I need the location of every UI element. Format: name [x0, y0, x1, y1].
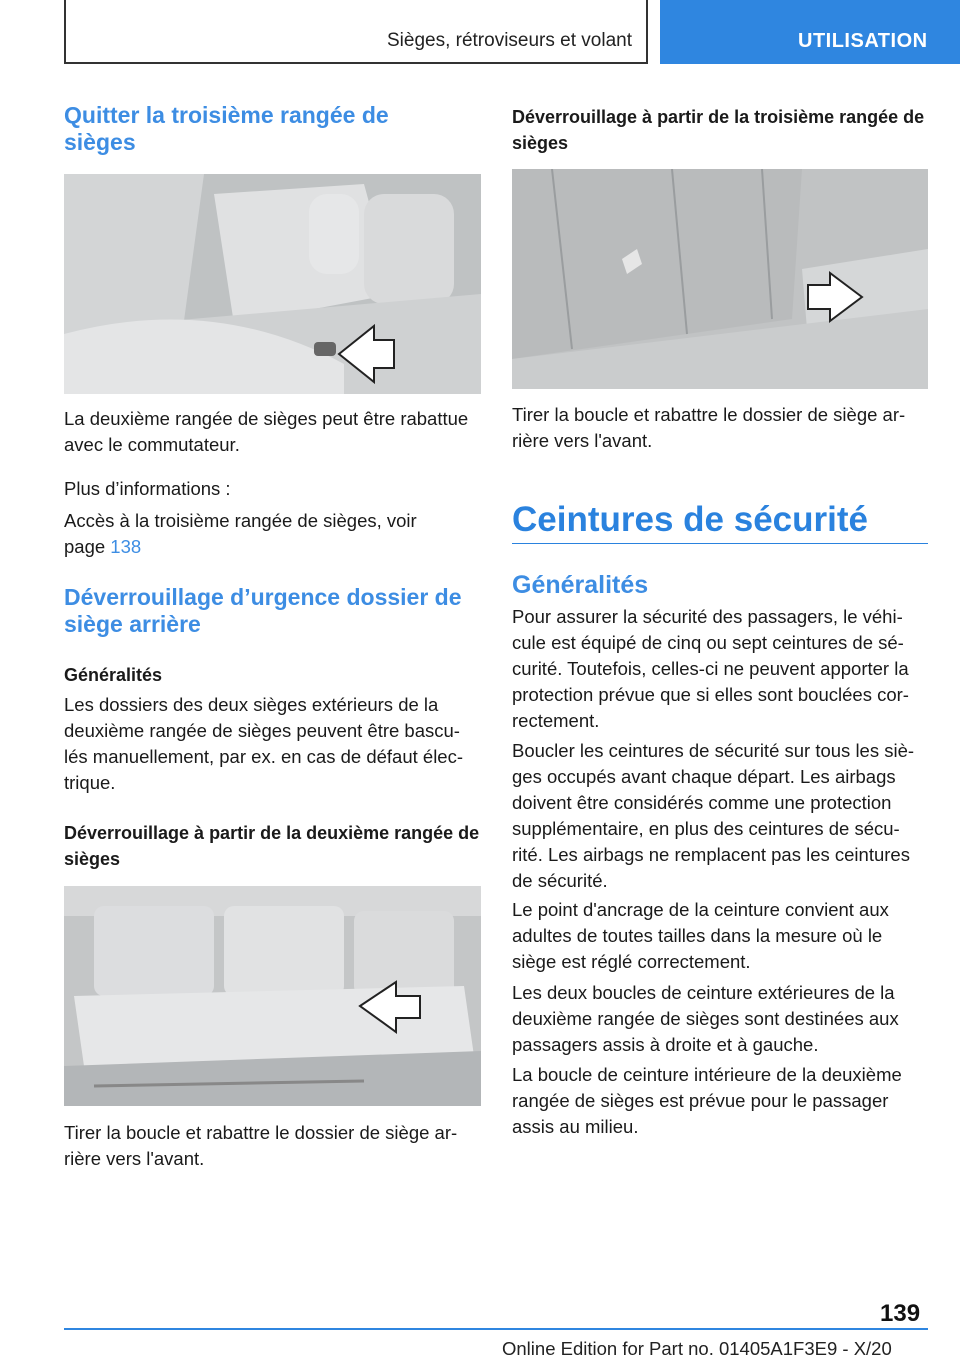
paragraph-1: Pour assurer la sécurité des passagers, le véhi-cule est équipé de cinq ou sept ceintures de sé-curité. Toutefois, celles-ci ne peuvent apporter la protection prévue que si elles sont bouclées cor-rectement.: [512, 606, 909, 731]
subheading-troisieme-rangee: Déverrouillage à partir de la troisième rangée de sièges: [512, 107, 925, 153]
heading-deverrouillage: Déverrouillage d’urgence dossier de siège arrière: [64, 584, 462, 637]
generalites-paragraph: Les dossiers des deux sièges extérieurs de la deuxième rangée de sièges peuvent être bascu-lés manuellement, par ex. en cas de défaut élec-trique.: [64, 694, 464, 793]
img3-caption: Tirer la boucle et rabattre le dossier de siège ar-rière vers l'avant.: [512, 404, 906, 451]
cross-reference: [64, 508, 444, 560]
header-section-box: [64, 0, 648, 64]
chapter-tab[interactable]: [660, 0, 960, 64]
heading-quitter: Quitter la troisième rangée de sièges: [64, 102, 389, 155]
subheading-generalites: Généralités: [64, 665, 163, 685]
footer-edition: Online Edition for Part no. 01405A1F3E9 - X/20: [502, 1338, 892, 1359]
third-row-seat-image: [512, 169, 928, 389]
img1-caption: La deuxième rangée de sièges peut être rabattue avec le commutateur.: [64, 408, 469, 455]
second-row-seat-image: [64, 886, 481, 1106]
paragraph-3: Le point d'ancrage de la ceinture convient aux adultes de toutes tailles dans la mesure où le siège est réglé correctement.: [512, 899, 889, 972]
seat-switch-image: [64, 174, 481, 394]
section-title: Sièges, rétroviseurs et volant: [386, 30, 632, 51]
heading-ceintures: Ceintures de sécurité: [512, 500, 868, 539]
paragraph-2: Boucler les ceintures de sécurité sur tous les siè-ges occupés avant chaque départ. Les airbags doivent être considérés comme une protection supplémentaire, en plus des ceintures de sécu-rité. Les airbags ne remplacent pas les ceintures de sécurité.: [512, 740, 915, 891]
subheading-deuxieme-rangee: Déverrouillage à partir de la deuxième rangée de sièges: [64, 823, 480, 869]
paragraph-5: La boucle de ceinture intérieure de la deuxième rangée de sièges est prévue pour le passager assis au milieu.: [512, 1064, 902, 1137]
heading-divider: [512, 543, 928, 544]
page-link[interactable]: 138: [110, 536, 142, 557]
heading-generalites: Généralités: [512, 571, 649, 599]
paragraph-4: Les deux boucles de ceinture extérieures de la deuxième rangée de sièges sont destinées aux passagers assis à droite et à gauche.: [512, 982, 899, 1055]
img2-caption: Tirer la boucle et rabattre le dossier de siège ar-rière vers l'avant.: [64, 1122, 458, 1169]
page-number: 139: [880, 1300, 921, 1327]
footer-divider: [64, 1328, 928, 1330]
cross-reference-text: Accès à la troisième rangée de sièges, voir page: [64, 510, 417, 557]
more-info-label: Plus d’informations :: [64, 478, 231, 499]
chapter-tab-label: UTILISATION: [798, 30, 928, 52]
